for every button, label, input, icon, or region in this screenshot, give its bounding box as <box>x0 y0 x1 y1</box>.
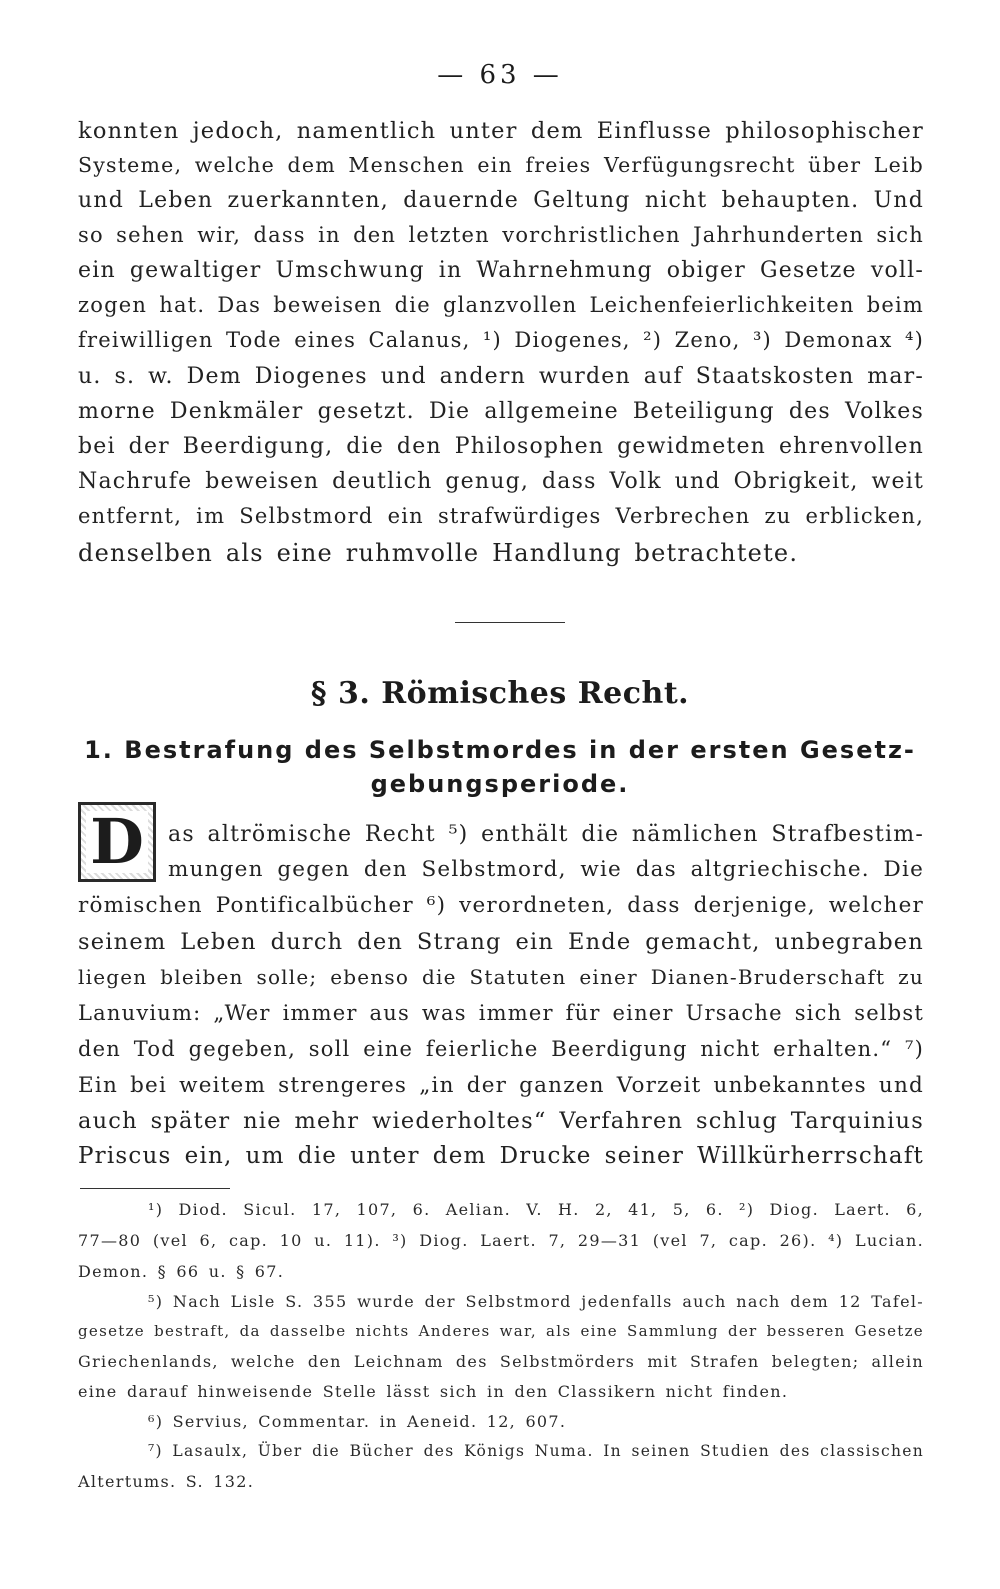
section-title: § 3. Römisches Recht. <box>310 676 690 711</box>
text-line: seinem Leben durch den Strang ein Ende gemacht, unbegraben <box>78 929 924 955</box>
footnote-separator <box>80 1188 230 1189</box>
footnote-line: ⁷) Lasaulx, Über die Bücher des Königs Numa. In seinen Studien des classischen <box>148 1442 924 1460</box>
decorated-initial-letter: D <box>86 811 148 873</box>
footnote-line: gesetze bestraft, da dasselbe nichts Anderes war, als eine Sammlung der besseren Gesetze <box>78 1322 924 1340</box>
text-line: zogen hat. Das beweisen die glanzvollen Leichenfeierlichkeiten beim <box>78 293 924 317</box>
footnote-line: Griechenlands, welche den Leichnam des Selbstmörders mit Strafen belegten; allein <box>78 1352 924 1371</box>
decorated-initial <box>78 802 156 882</box>
subheading-continued: gebungsperiode. <box>370 770 630 798</box>
text-line: so sehen wir, dass in den letzten vorchristlichen Jahrhunderten sich <box>78 223 924 247</box>
text-line: freiwilligen Tode eines Calanus, ¹) Diogenes, ²) Zeno, ³) Demonax ⁴) <box>78 328 924 352</box>
footnote-line: Altertums. S. 132. <box>78 1472 255 1491</box>
text-line: denselben als eine ruhmvolle Handlung betrachtete. <box>78 539 799 567</box>
footnote-line: eine darauf hinweisende Stelle lässt sich in den Classikern nicht finden. <box>78 1382 789 1401</box>
text-line: Systeme, welche dem Menschen ein freies Verfügungsrecht über Leib <box>78 153 924 177</box>
text-line: Nachrufe beweisen deutlich genug, dass Volk und Obrigkeit, weit <box>78 469 924 494</box>
text-line: as altrömische Recht ⁵) enthält die nämlichen Strafbestim- <box>168 822 924 847</box>
text-line: ein gewaltiger Umschwung in Wahrnehmung obiger Gesetze voll- <box>78 258 924 283</box>
footnote-line: ¹) Diod. Sicul. 17, 107, 6. Aelian. V. H. 2, 41, 5, 6. ²) Diog. Laert. 6, <box>148 1200 924 1219</box>
footnote-line: ⁶) Servius, Commentar. in Aeneid. 12, 607. <box>148 1412 567 1431</box>
text-line: entfernt, im Selbstmord ein strafwürdiges Verbrechen zu erblicken, <box>78 504 924 528</box>
text-line: konnten jedoch, namentlich unter dem Einflusse philosophischer <box>78 118 924 144</box>
text-line: römischen Pontificalbücher ⁶) verordneten, dass derjenige, welcher <box>78 893 924 918</box>
text-line: den Tod gegeben, soll eine feierliche Beerdigung nicht erhalten.“ ⁷) <box>78 1037 924 1061</box>
text-line: Lanuvium: „Wer immer aus was immer für einer Ursache sich selbst <box>78 1001 924 1025</box>
text-line: auch später nie mehr wiederholtes“ Verfahren schlug Tarquinius <box>78 1108 924 1134</box>
text-line: mungen gegen den Selbstmord, wie das altgriechische. Die <box>168 857 924 882</box>
text-line: und Leben zuerkannten, dauernde Geltung nicht behaupten. Und <box>78 188 924 213</box>
page-number: — 63 — <box>437 60 563 90</box>
text-line: Ein bei weitem strengeres „in der ganzen Vorzeit unbekanntes und <box>78 1073 924 1098</box>
footnote-line: 77—80 (vel 6, cap. 10 u. 11). ³) Diog. Laert. 7, 29—31 (vel 7, cap. 26). ⁴) Lucian. <box>78 1231 924 1250</box>
section-divider <box>455 622 565 623</box>
text-line: u. s. w. Dem Diogenes und andern wurden auf Staatskosten mar- <box>78 364 924 389</box>
text-line: liegen bleiben solle; ebenso die Statuten einer Dianen-Bruderschaft zu <box>78 965 924 989</box>
text-line: morne Denkmäler gesetzt. Die allgemeine Beteiligung des Volkes <box>78 399 924 424</box>
footnote-line: Demon. § 66 u. § 67. <box>78 1262 285 1281</box>
text-line: Priscus ein, um die unter dem Drucke seiner Willkürherrschaft <box>78 1143 924 1169</box>
subheading: 1. Bestrafung des Selbstmordes in der ersten Gesetz- <box>84 736 916 764</box>
text-line: bei der Beerdigung, die den Philosophen gewidmeten ehrenvollen <box>78 434 924 459</box>
footnote-line: ⁵) Nach Lisle S. 355 wurde der Selbstmord jedenfalls auch nach dem 12 Tafel- <box>148 1292 924 1311</box>
